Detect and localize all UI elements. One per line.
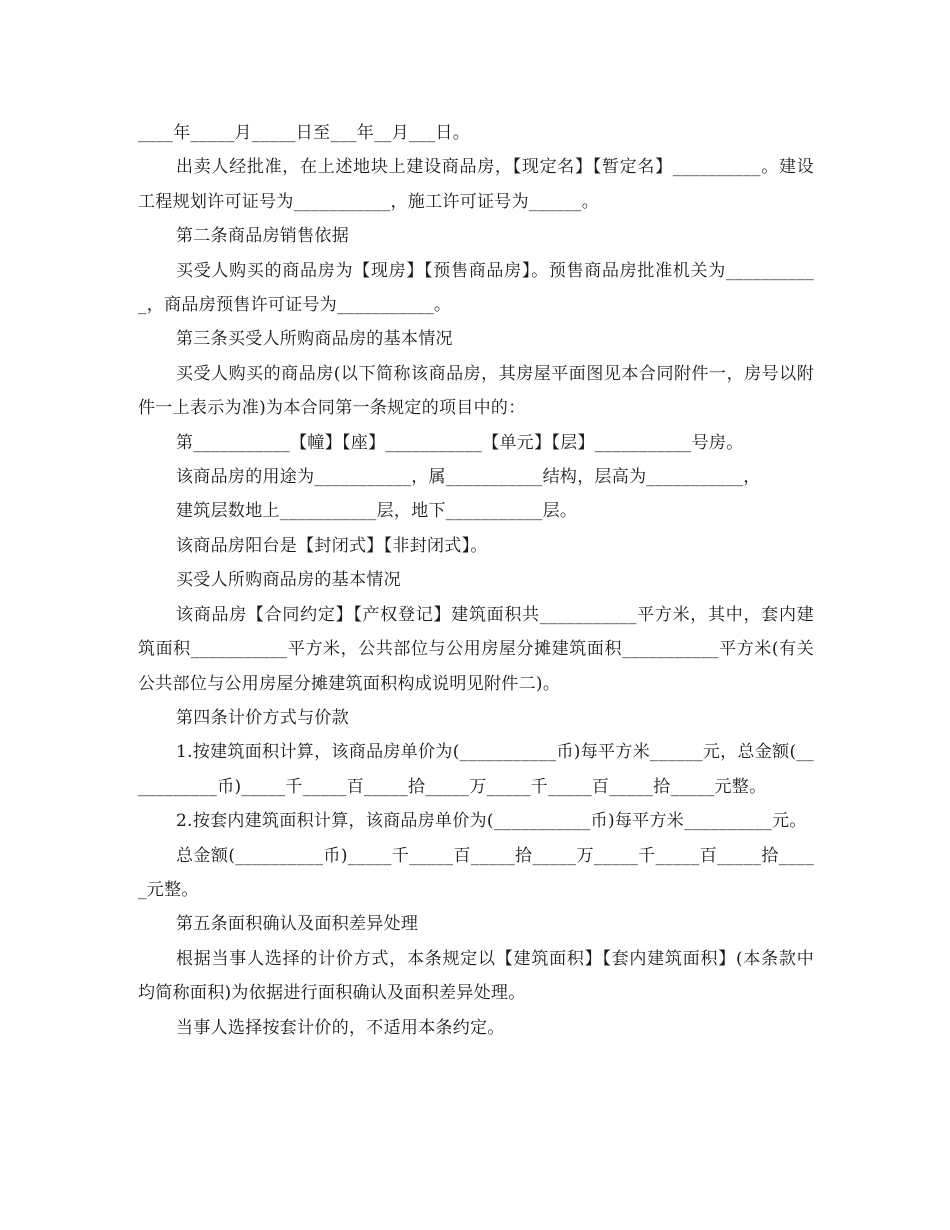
paragraph-house-usage: 该商品房的用途为___________，属___________结构，层高为___________， xyxy=(176,467,761,488)
paragraph-sale-basis: 买受人购买的商品房为【现房】【预售商品房】。预售商品房批准机关为___________，商品房预售许可证号为___________。 xyxy=(138,260,814,316)
paragraph-balcony: 该商品房阳台是【封闭式】【非封闭式】。 xyxy=(176,535,488,556)
heading-article-3: 第三条买受人所购商品房的基本情况 xyxy=(176,329,453,350)
paragraph-price-by-inner-area: 2.按套内建筑面积计算，该商品房单价为(___________币)每平方米__________元。 xyxy=(176,811,807,832)
paragraph-area-confirmation: 根据当事人选择的计价方式，本条规定以【建筑面积】【套内建筑面积】(本条款中均简称面积)为依据进行面积确认及面积差异处理。 xyxy=(138,948,814,1004)
heading-basic-info: 买受人所购商品房的基本情况 xyxy=(176,570,401,591)
document-body xyxy=(138,116,814,1045)
paragraph-total-amount: 总金额(__________币)_____千_____百_____拾_____万_____千_____百_____拾_____元整。 xyxy=(138,845,814,900)
paragraph-house-description: 买受人购买的商品房(以下简称该商品房，其房屋平面图见本合同附件一，房号以附件一上表示为准)为本合同第一条规定的项目中的： xyxy=(138,363,814,419)
paragraph-per-unit-pricing: 当事人选择按套计价的，不适用本条约定。 xyxy=(176,1017,505,1038)
paragraph-floor-count: 建筑层数地上___________层，地下___________层。 xyxy=(176,501,578,522)
paragraph-date-range: ____年_____月_____日至___年__月___日。 xyxy=(138,123,470,143)
heading-article-5: 第五条面积确认及面积差异处理 xyxy=(176,914,419,935)
paragraph-area: 该商品房【合同约定】【产权登记】建筑面积共___________平方米，其中，套内建筑面积___________平方米，公共部位与公用房屋分摊建筑面积___________平方米(有关公共部位与公用房屋分摊建筑面积构成说明见附件二)。 xyxy=(138,604,814,694)
heading-article-4: 第四条计价方式与价款 xyxy=(176,707,349,728)
paragraph-price-by-building-area: 1.按建筑面积计算，该商品房单价为(___________币)每平方米______元，总金额(___________币)_____千_____百_____拾_____万_____千_____百_____拾_____元整。 xyxy=(138,742,814,797)
paragraph-house-number: 第___________【幢】【座】___________【单元】【层】___________号房。 xyxy=(176,432,744,453)
paragraph-seller-approval: 出卖人经批准，在上述地块上建设商品房，【现定名】【暂定名】__________。建设工程规划许可证号为___________，施工许可证号为______。 xyxy=(138,157,814,212)
heading-article-2: 第二条商品房销售依据 xyxy=(176,226,349,247)
